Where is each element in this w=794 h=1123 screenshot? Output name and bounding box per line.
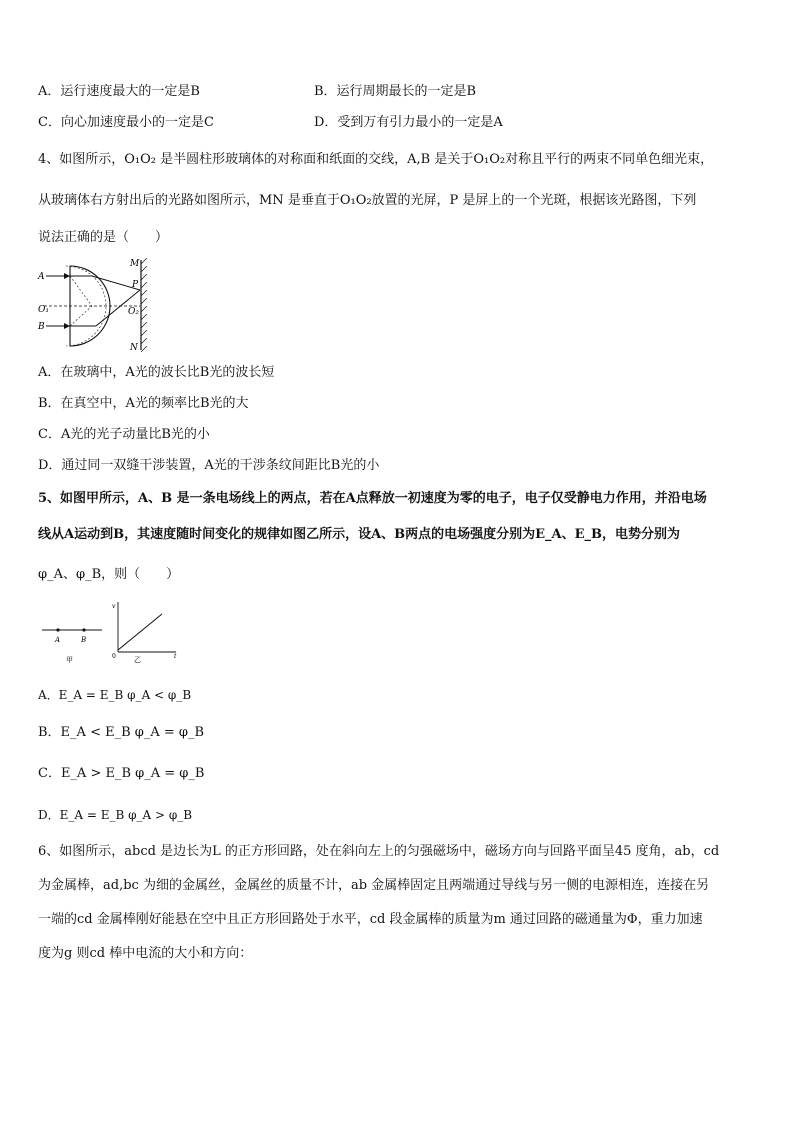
- q5-point-a-label: A: [55, 636, 61, 644]
- q6-stem-line3: 一端的cd 金属棒刚好能悬在空中且正方形回路处于水平，cd 段金属棒的质量为m 通过回路的磁通量为Φ，重力加速: [38, 912, 703, 927]
- q4-option-b: B．在真空中，A光的频率比B光的大: [38, 396, 249, 411]
- q4-option-d: D．通过同一双缝干涉装置，A光的干涉条纹间距比B光的小: [38, 458, 380, 473]
- q5-stem-line3: φ_A、φ_B，则（ ）: [38, 567, 180, 582]
- q5-option-c: C．E_A > E_B φ_A = φ_B: [38, 766, 205, 781]
- q5-option-a: A．E_A = E_B φ_A < φ_B: [38, 688, 192, 702]
- q4-label-b: B: [38, 322, 45, 332]
- q4-stem-line3: 说法正确的是（ ）: [38, 230, 169, 245]
- q6-stem-line2: 为金属棒，ad,bc 为细的金属丝，金属丝的质量不计，ab 金属棒固定且两端通过导线与另一侧的电源相连，连接在另: [38, 878, 710, 893]
- q5-velocity-time-graph: [110, 600, 180, 664]
- q4-optics-diagram: [36, 254, 166, 354]
- q5-option-d: D．E_A = E_B φ_A > φ_B: [38, 808, 193, 822]
- q5-figure-yi-label: 乙: [134, 656, 141, 664]
- q5-option-b: B．E_A < E_B φ_A = φ_B: [38, 725, 205, 740]
- q4-option-c: C．A光的光子动量比B光的小: [38, 427, 210, 442]
- q4-label-a: A: [38, 272, 45, 282]
- q5-axis-t-label: t: [174, 653, 177, 660]
- q3-option-b: B．运行周期最长的一定是B: [314, 84, 477, 99]
- q5-stem-line1: 5、如图甲所示，A、B 是一条电场线上的两点，若在A点释放一初速度为零的电子，电子仅受静电力作用，并沿电场: [38, 491, 707, 506]
- q4-label-m: M: [130, 259, 140, 269]
- q5-axis-v-label: v: [112, 603, 116, 610]
- q6-stem-line4: 度为g 则cd 棒中电流的大小和方向：: [38, 946, 253, 961]
- q4-option-a: A．在玻璃中，A光的波长比B光的波长短: [38, 365, 275, 380]
- q5-field-line-figure: [38, 600, 108, 664]
- q4-label-p: P: [132, 280, 139, 290]
- q4-stem-line1: 4、如图所示，O₁O₂ 是半圆柱形玻璃体的对称面和纸面的交线，A,B 是关于O₁O₂对称且平行的两束不同单色细光束，: [38, 152, 714, 167]
- q4-stem-line2: 从玻璃体右方射出后的光路如图所示，MN 是垂直于O₁O₂放置的光屏，P 是屏上的一个光斑，根据该光路图，下列: [38, 193, 697, 208]
- q4-label-o2: O₂: [128, 307, 139, 317]
- q4-label-o1: O₁: [38, 305, 49, 315]
- q5-stem-line2: 线从A运动到B，其速度随时间变化的规律如图乙所示，设A、B两点的电场强度分别为E_A、E_B，电势分别为: [38, 527, 681, 542]
- q3-option-a: A．运行速度最大的一定是B: [38, 84, 200, 99]
- q6-stem-line1: 6、如图所示，abcd 是边长为L 的正方形回路，处在斜向左上的匀强磁场中，磁场方向与回路平面呈45 度角，ab，cd: [38, 844, 720, 859]
- q5-figure-jia-label: 甲: [66, 656, 73, 664]
- q3-option-d: D．受到万有引力最小的一定是A: [314, 115, 503, 130]
- q5-origin-label: 0: [112, 653, 116, 660]
- q4-label-n: N: [130, 343, 138, 353]
- q3-option-c: C．向心加速度最小的一定是C: [38, 115, 214, 130]
- q5-point-b-label: B: [81, 636, 87, 644]
